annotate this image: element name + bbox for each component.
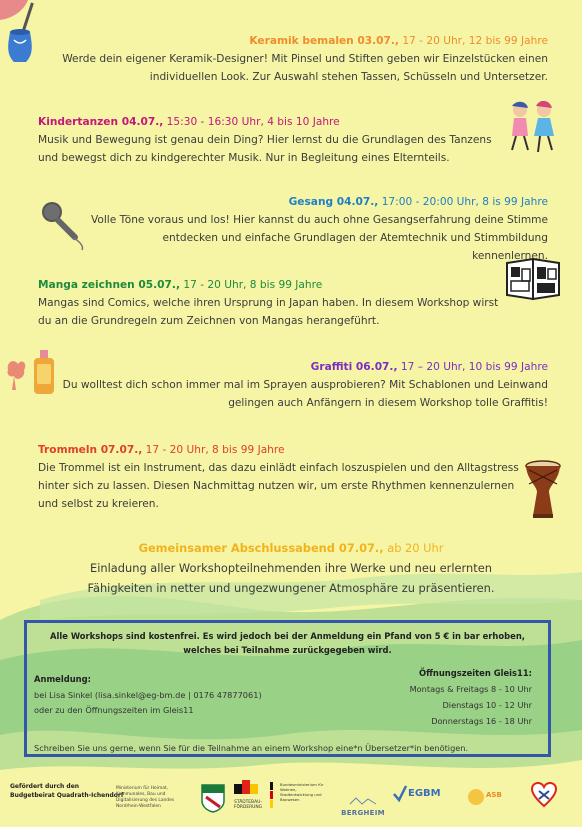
- workshop-manga: [38, 276, 508, 330]
- funding-line-2: Budgetbeirat Quadrath-Ichendorf: [10, 792, 124, 799]
- workshop-description: Mangas sind Comics, welche ihren Ursprung in Japan haben. In diesem Workshop wirst du an die Grundregeln zum Zeichnen von Mangas herangeführt.: [38, 297, 499, 327]
- asb-label: ASB: [486, 791, 502, 799]
- funding-line-1: Gefördert durch den: [10, 783, 80, 790]
- heart-logo-icon: [531, 782, 557, 808]
- opening-hours-thu: Donnerstags 16 - 18 Uhr: [431, 716, 532, 726]
- asb-logo: [466, 788, 518, 806]
- workshop-description: Die Trommel ist ein Instrument, das dazu einlädt einfach loszuspielen und den Alltagstress hinter sich zu lassen. Diesen Nachmittag nutzen wir, um erste Rhythmen kennenzulernen und selbst zu kreieren.: [38, 462, 519, 510]
- opening-hours-title: Öffnungszeiten Gleis11:: [418, 668, 532, 678]
- workshop-title: Gesang 04.07.,: [288, 196, 379, 208]
- translator-note: Schreiben Sie uns gerne, wenn Sie für die Teilnahme an einem Workshop eine*n Übersetzer*in benötigen.: [34, 743, 469, 753]
- staedtebau-label-1: STÄDTEBAU-: [234, 800, 262, 805]
- egbm-logo: [392, 784, 456, 804]
- workshop-description: Musik und Bewegung ist genau dein Ding? Hier lernst du die Grundlagen des Tanzens und bewegst dich zu kindgerechter Musik. Nur in Begleitung eines Elternteils.: [38, 134, 492, 164]
- workshop-description: Volle Töne voraus und los! Hier kannst du auch ohne Gesangserfahrung deine Stimme entdecken und einfache Grundlagen der Atemtechnik und Stimmbildung kennenlernen.: [90, 214, 548, 262]
- house-icon: [230, 776, 266, 796]
- workshop-meta: 17 - 20 Uhr, 8 bis 99 Jahre: [179, 279, 323, 291]
- workshop-description: Einladung aller Workshopteilnehmenden ihre Werke und neu erlernten Fähigkeiten in netter und ungezwungener Atmosphäre zu präsentieren.: [87, 561, 495, 595]
- anmeldung-contact: bei Lisa Sinkel (lisa.sinkel@eg-bm.de | 0176 47877061): [34, 690, 262, 700]
- workshop-meta: ab 20 Uhr: [383, 541, 444, 555]
- staedtebau-label-2: FÖRDERUNG: [233, 805, 263, 810]
- anmeldung-title: Anmeldung:: [34, 674, 91, 684]
- bund-logo: [270, 782, 328, 808]
- ministry-logo-text: Ministerium für Heimat, Kommunales, Bau und Digitalisierung des Landes Nordrhein-Westfalen: [116, 786, 175, 809]
- workshop-meta: 17 - 20 Uhr, 12 bis 99 Jahre: [398, 35, 548, 47]
- egbm-check-icon: [392, 784, 408, 804]
- workshop-title: Manga zeichnen 05.07.,: [38, 279, 180, 291]
- workshop-gesang: [38, 193, 548, 265]
- federal-eagle-icon: [270, 782, 278, 808]
- workshop-abschluss: [60, 538, 522, 598]
- workshop-meta: 17:00 - 20:00 Uhr, 8 is 99 Jahre: [378, 196, 548, 208]
- workshop-graffiti: [38, 358, 548, 412]
- egbm-label: EGBM: [408, 788, 441, 799]
- info-box: [24, 620, 551, 757]
- workshop-trommeln: [38, 441, 526, 513]
- workshop-description: Du wolltest dich schon immer mal im Sprayen ausprobieren? Mit Schablonen und Leinwand gelingen auch Anfängern in diesem Workshop tolle Graffitis!: [62, 379, 548, 409]
- djembe-drum-icon: [523, 460, 563, 520]
- bergheim-logo: [338, 790, 388, 817]
- workshop-title: Trommeln 07.07.,: [38, 444, 143, 456]
- workshop-meta: 15:30 - 16:30 Uhr, 4 bis 10 Jahre: [163, 116, 340, 128]
- bergheim-skyline-icon: [348, 795, 378, 805]
- workshop-kindertanzen: [38, 113, 508, 167]
- workshop-meta: 17 – 20 Uhr, 10 bis 99 Jahre: [397, 361, 548, 373]
- workshop-title: Gemeinsamer Abschlussabend 07.07.,: [138, 541, 384, 555]
- opening-hours-tue: Dienstags 10 - 12 Uhr: [442, 700, 532, 710]
- nrw-crest-icon: [200, 783, 226, 813]
- workshop-meta: 17 - 20 Uhr, 8 bis 99 Jahre: [142, 444, 285, 456]
- bund-text: Bundesministerium für Wohnen, Stadtentwicklung und Bauwesen: [280, 782, 324, 802]
- anmeldung-alternative: oder zu den Öffnungszeiten im Gleis11: [34, 705, 194, 715]
- staedtebau-logo: [230, 776, 266, 816]
- workshop-keramik: [38, 32, 548, 86]
- workshop-title: Kindertanzen 04.07.,: [38, 116, 164, 128]
- dancing-kids-icon: [500, 98, 562, 160]
- funding-note: [10, 782, 124, 800]
- pfand-notice: Alle Workshops sind kostenfrei. Es wird jedoch bei der Anmeldung ein Pfand von 5 € in bar erhoben, welches bei Teilnahme zurückgegeben wird.: [50, 631, 525, 655]
- bergheim-label: BERGHEIM: [341, 809, 385, 817]
- workshop-title: Graffiti 06.07.,: [310, 361, 398, 373]
- workshop-description: Werde dein eigener Keramik-Designer! Mit Pinsel und Stiften geben wir Einzelstücken einen individuellen Look. Zur Auswahl stehen Tassen, Schüsseln und Untersetzer.: [62, 53, 548, 83]
- opening-hours-mon-fri: Montags & Freitags 8 - 10 Uhr: [409, 684, 532, 694]
- workshop-title: Keramik bemalen 03.07.,: [249, 35, 399, 47]
